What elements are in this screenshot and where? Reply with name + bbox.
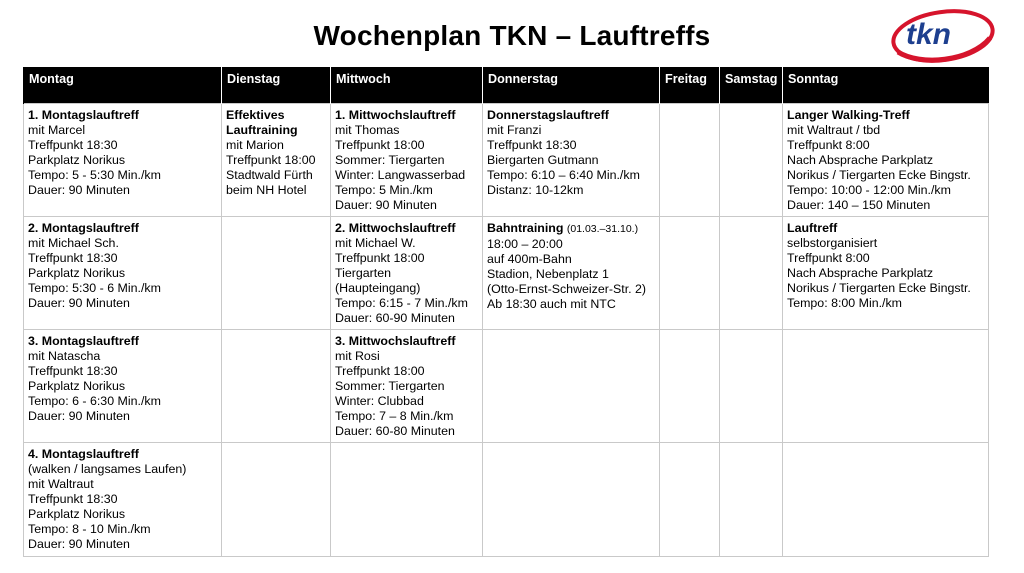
cell-line: 18:00 – 20:00 (487, 237, 563, 251)
cell-line: Nach Absprache Parkplatz (787, 153, 934, 167)
cell-title: 4. Montagslauftreff (28, 447, 139, 461)
cell-line: mit Michael W. (335, 236, 416, 250)
cell-sonntag-4 (783, 443, 989, 557)
cell-line: Tempo: 8:00 Min./km (787, 296, 902, 310)
cell-line: Treffpunkt 18:30 (28, 138, 118, 152)
cell-samstag-1 (720, 104, 783, 217)
cell-line: Parkplatz Norikus (28, 507, 126, 521)
cell-line: Treffpunkt 18:00 (335, 251, 425, 265)
header-freitag: Freitag (660, 67, 720, 104)
cell-line: Tempo: 8 - 10 Min./km (28, 522, 151, 536)
cell-title: Donnerstagslauftreff (487, 108, 609, 122)
cell-line: Tempo: 5 - 5:30 Min./km (28, 168, 161, 182)
cell-line: Nach Absprache Parkplatz (787, 266, 934, 280)
cell-title: Lauftreff (787, 221, 838, 235)
table-row (24, 217, 989, 330)
cell-samstag-4 (720, 443, 783, 557)
cell-line: Dauer: 60-80 Minuten (335, 424, 455, 438)
cell-line: Treffpunkt 18:30 (487, 138, 577, 152)
cell-title: Langer Walking-Treff (787, 108, 910, 122)
cell-mittwoch-4 (331, 443, 483, 557)
cell-line: (Otto-Ernst-Schweizer-Str. 2) (487, 282, 647, 296)
cell-line: Winter: Clubbad (335, 394, 424, 408)
cell-line: Winter: Langwasserbad (335, 168, 466, 182)
cell-line: Dauer: 90 Minuten (28, 183, 130, 197)
cell-line: Tempo: 6:15 - 7 Min./km (335, 296, 468, 310)
cell-line: Biergarten Gutmann (487, 153, 599, 167)
cell-montag-1 (24, 104, 222, 217)
cell-title: Lauftraining (226, 123, 298, 137)
cell-title: 2. Montagslauftreff (28, 221, 139, 235)
cell-line: Tempo: 10:00 - 12:00 Min./km (787, 183, 951, 197)
cell-line: (walken / langsames Laufen) (28, 462, 187, 476)
cell-line: Treffpunkt 18:00 (335, 138, 425, 152)
cell-line: auf 400m-Bahn (487, 252, 572, 266)
cell-line: Sommer: Tiergarten (335, 379, 445, 393)
cell-donnerstag-1 (483, 104, 660, 217)
table-row (24, 104, 989, 217)
cell-line: Treffpunkt 18:00 (335, 364, 425, 378)
cell-line: Treffpunkt 18:30 (28, 492, 118, 506)
cell-title-line (487, 221, 655, 237)
cell-title: 1. Mittwochslauftreff (335, 108, 456, 122)
cell-title: Effektives (226, 108, 285, 122)
cell-line: Tiergarten (335, 266, 392, 280)
cell-line: Tempo: 6 - 6:30 Min./km (28, 394, 161, 408)
cell-donnerstag-2 (483, 217, 660, 330)
cell-line: Dauer: 90 Minuten (335, 198, 437, 212)
cell-mittwoch-3 (331, 330, 483, 443)
cell-line: Treffpunkt 18:30 (28, 364, 118, 378)
cell-montag-3 (24, 330, 222, 443)
cell-line: Tempo: 6:10 – 6:40 Min./km (487, 168, 640, 182)
cell-line: Tempo: 5 Min./km (335, 183, 433, 197)
cell-dienstag-2 (222, 217, 331, 330)
header-dienstag: Dienstag (222, 67, 331, 104)
cell-line: Treffpunkt 8:00 (787, 251, 870, 265)
cell-sonntag-1 (783, 104, 989, 217)
header-sonntag: Sonntag (783, 67, 989, 104)
cell-montag-2 (24, 217, 222, 330)
cell-samstag-2 (720, 217, 783, 330)
cell-mittwoch-1 (331, 104, 483, 217)
cell-donnerstag-4 (483, 443, 660, 557)
cell-sonntag-2 (783, 217, 989, 330)
cell-line: Treffpunkt 8:00 (787, 138, 870, 152)
cell-line: Tempo: 7 – 8 Min./km (335, 409, 454, 423)
cell-line: Dauer: 60-90 Minuten (335, 311, 455, 325)
cell-title: 2. Mittwochslauftreff (335, 221, 456, 235)
tkn-logo (890, 8, 996, 64)
cell-line: mit Marion (226, 138, 284, 152)
cell-line: Parkplatz Norikus (28, 266, 126, 280)
cell-line: Stadtwald Fürth (226, 168, 313, 182)
cell-montag-4 (24, 443, 222, 557)
cell-line: Distanz: 10-12km (487, 183, 584, 197)
cell-mittwoch-2 (331, 217, 483, 330)
cell-note: (01.03.–31.10.) (566, 223, 639, 235)
cell-line: mit Michael Sch. (28, 236, 119, 250)
cell-line: (Haupteingang) (335, 281, 421, 295)
cell-title: Bahntraining (487, 221, 564, 235)
table-row (24, 330, 989, 443)
cell-line: Tempo: 5:30 - 6 Min./km (28, 281, 161, 295)
cell-line: Ab 18:30 auch mit NTC (487, 297, 616, 311)
header-samstag: Samstag (720, 67, 783, 104)
table-row (24, 443, 989, 557)
cell-line: Norikus / Tiergarten Ecke Bingstr. (787, 168, 971, 182)
cell-line: Norikus / Tiergarten Ecke Bingstr. (787, 281, 971, 295)
svg-text:tkn: tkn (906, 18, 951, 51)
page-title: Wochenplan TKN – Lauftreffs (313, 20, 711, 51)
schedule-table (23, 67, 989, 557)
cell-line: mit Waltraut (28, 477, 94, 491)
cell-line: Dauer: 90 Minuten (28, 409, 130, 423)
cell-donnerstag-3 (483, 330, 660, 443)
cell-dienstag-1 (222, 104, 331, 217)
cell-line: Treffpunkt 18:30 (28, 251, 118, 265)
header-donnerstag: Donnerstag (483, 67, 660, 104)
cell-sonntag-3 (783, 330, 989, 443)
cell-freitag-2 (660, 217, 720, 330)
cell-line: beim NH Hotel (226, 183, 307, 197)
header-montag: Montag (24, 67, 222, 104)
cell-line: Stadion, Nebenplatz 1 (487, 267, 609, 281)
cell-title: 1. Montagslauftreff (28, 108, 139, 122)
cell-title: 3. Montagslauftreff (28, 334, 139, 348)
header-row (24, 67, 989, 104)
cell-line: Parkplatz Norikus (28, 379, 126, 393)
cell-line: mit Natascha (28, 349, 101, 363)
cell-line: Parkplatz Norikus (28, 153, 126, 167)
cell-freitag-4 (660, 443, 720, 557)
cell-dienstag-4 (222, 443, 331, 557)
header-mittwoch: Mittwoch (331, 67, 483, 104)
cell-freitag-1 (660, 104, 720, 217)
cell-line: Dauer: 90 Minuten (28, 296, 130, 310)
cell-line: Sommer: Tiergarten (335, 153, 445, 167)
cell-line: mit Waltraut / tbd (787, 123, 881, 137)
cell-line: Treffpunkt 18:00 (226, 153, 316, 167)
cell-line: selbstorganisiert (787, 236, 878, 250)
cell-dienstag-3 (222, 330, 331, 443)
cell-line: mit Franzi (487, 123, 542, 137)
cell-line: mit Thomas (335, 123, 400, 137)
cell-samstag-3 (720, 330, 783, 443)
cell-line: mit Rosi (335, 349, 380, 363)
cell-line: mit Marcel (28, 123, 86, 137)
cell-line: Dauer: 90 Minuten (28, 537, 130, 551)
cell-freitag-3 (660, 330, 720, 443)
cell-title: 3. Mittwochslauftreff (335, 334, 456, 348)
cell-line: Dauer: 140 – 150 Minuten (787, 198, 931, 212)
